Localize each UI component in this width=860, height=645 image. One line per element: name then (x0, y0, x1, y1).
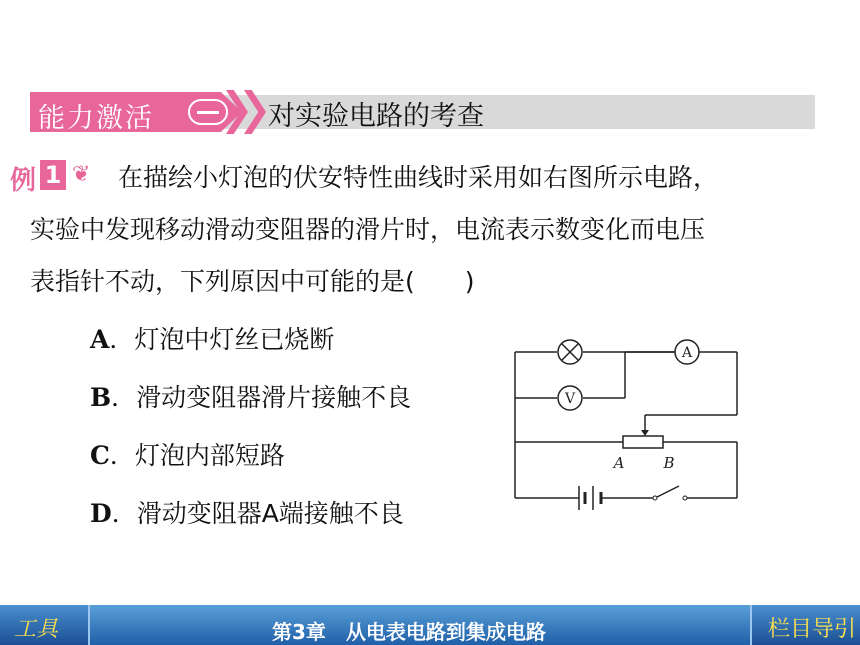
question-line-2: 实验中发现移动滑动变阻器的滑片时，电流表示数变化而电压 (30, 215, 706, 244)
option-c-key: C (90, 441, 110, 470)
question-line-1: 在描绘小灯泡的伏安特性曲线时采用如右图所示电路， (118, 163, 719, 192)
option-d-text: ．滑动变阻器A端接触不良 (111, 499, 404, 528)
option-d-key: D (90, 499, 112, 528)
leaf-icon: ❦ (72, 162, 91, 187)
voltmeter-label: V (564, 391, 576, 407)
section-number-icon (188, 99, 228, 125)
option-a-key: A (90, 325, 110, 354)
option-d[interactable] (90, 494, 404, 530)
footer-nav-label[interactable]: 栏目导引 (768, 617, 857, 642)
option-b-text: ．滑动变阻器滑片接触不良 (111, 383, 412, 412)
terminal-a-label: A (613, 454, 625, 472)
example-label: 例 (10, 166, 37, 196)
option-a-text: ．灯泡中灯丝已烧断 (109, 325, 335, 354)
section-title: 对实验电路的考查 (268, 101, 484, 132)
circuit-diagram (505, 330, 755, 520)
ammeter-label: A (681, 345, 693, 361)
terminal-b-label: B (663, 454, 675, 472)
example-number: 1 (40, 160, 66, 190)
option-b[interactable] (90, 378, 411, 414)
option-c[interactable] (90, 436, 285, 472)
footer-chapter-title: 第3章 从电表电路到集成电路 (272, 620, 546, 644)
option-c-text: ．灯泡内部短路 (109, 441, 285, 470)
section-badge-label: 能力激活 (38, 103, 154, 134)
footer-tool-label[interactable]: 工具 (14, 617, 59, 642)
option-a[interactable] (90, 320, 334, 356)
option-b-key: B (90, 383, 112, 412)
question-line-3: 表指针不动，下列原因中可能的是( ) (30, 267, 475, 296)
